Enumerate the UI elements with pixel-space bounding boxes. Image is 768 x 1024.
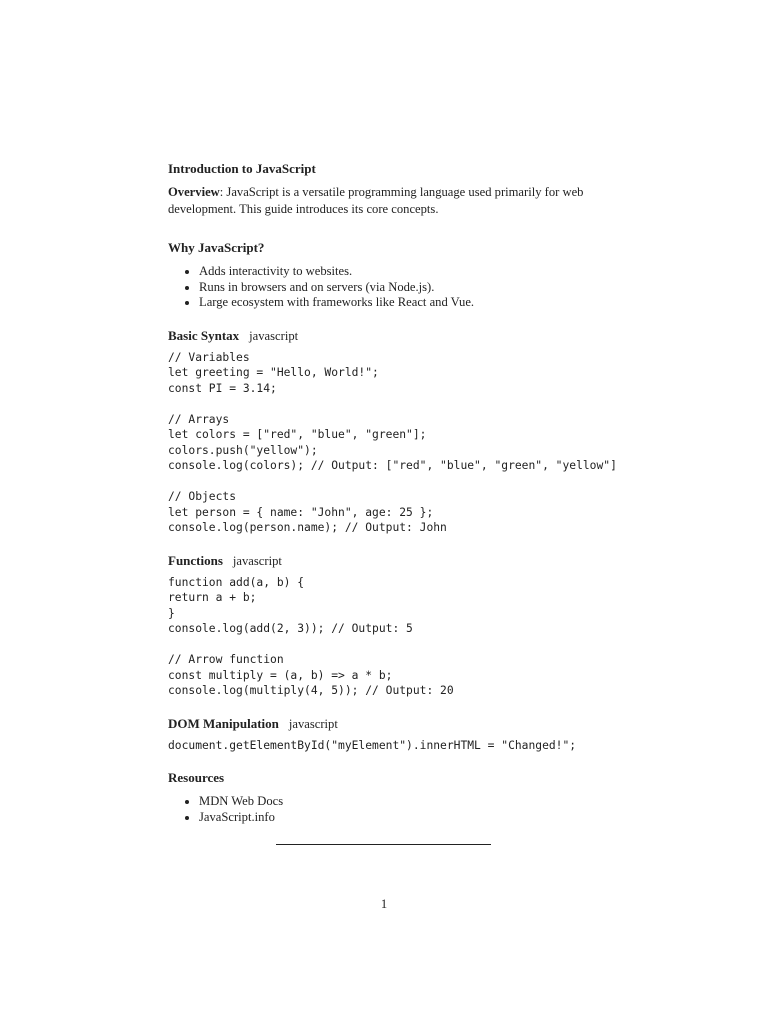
resources-heading: Resources [168, 770, 225, 785]
list-item: • Adds interactivity to websites. [199, 264, 618, 280]
document-body [168, 161, 618, 825]
document-title: Introduction to JavaScript [168, 161, 316, 176]
list-item: • Large ecosystem with frameworks like React and Vue. [199, 295, 618, 311]
language-tag: javascript [232, 553, 282, 568]
resources-list [168, 794, 618, 825]
language-tag: javascript [288, 716, 338, 731]
overview-text: : JavaScript is a versatile programming language used primarily for web development. This guide introduces its core concepts. [168, 185, 584, 216]
dom-manipulation-heading [168, 716, 618, 732]
list-item: • Runs in browsers and on servers (via Node.js). [199, 280, 618, 296]
basic-syntax-code-block: // Variables let greeting = "Hello, World!"; const PI = 3.14; // Arrays let colors = ["red", "blue", "green"]; colors.push("yellow"); console.log(colors); // Output: ["red", "blue", "green", "yellow"] // Objects let person = { name: "John", age: 25 }; console.log(person.name); // Output: John [168, 350, 617, 534]
functions-heading [168, 553, 618, 569]
functions-code-block: function add(a, b) { return a + b; } console.log(add(2, 3)); // Output: 5 // Arrow function const multiply = (a, b) => a * b; console.log(multiply(4, 5)); // Output: 20 [168, 575, 454, 697]
why-javascript-list [168, 264, 618, 311]
page-number: 1 [380, 897, 388, 911]
section-title: Functions [168, 552, 223, 568]
overview-label: Overview [168, 185, 220, 199]
list-item: • MDN Web Docs [199, 794, 618, 810]
why-javascript-heading: Why JavaScript? [168, 240, 265, 255]
language-tag: javascript [249, 328, 299, 343]
section-title: Basic Syntax [168, 327, 240, 343]
overview-paragraph [168, 184, 618, 218]
basic-syntax-heading [168, 328, 618, 344]
footnote-divider [276, 844, 491, 845]
section-title: DOM Manipulation [168, 715, 279, 731]
dom-manipulation-code-block: document.getElementById("myElement").innerHTML = "Changed!"; [168, 738, 577, 752]
list-item: • JavaScript.info [199, 810, 618, 826]
